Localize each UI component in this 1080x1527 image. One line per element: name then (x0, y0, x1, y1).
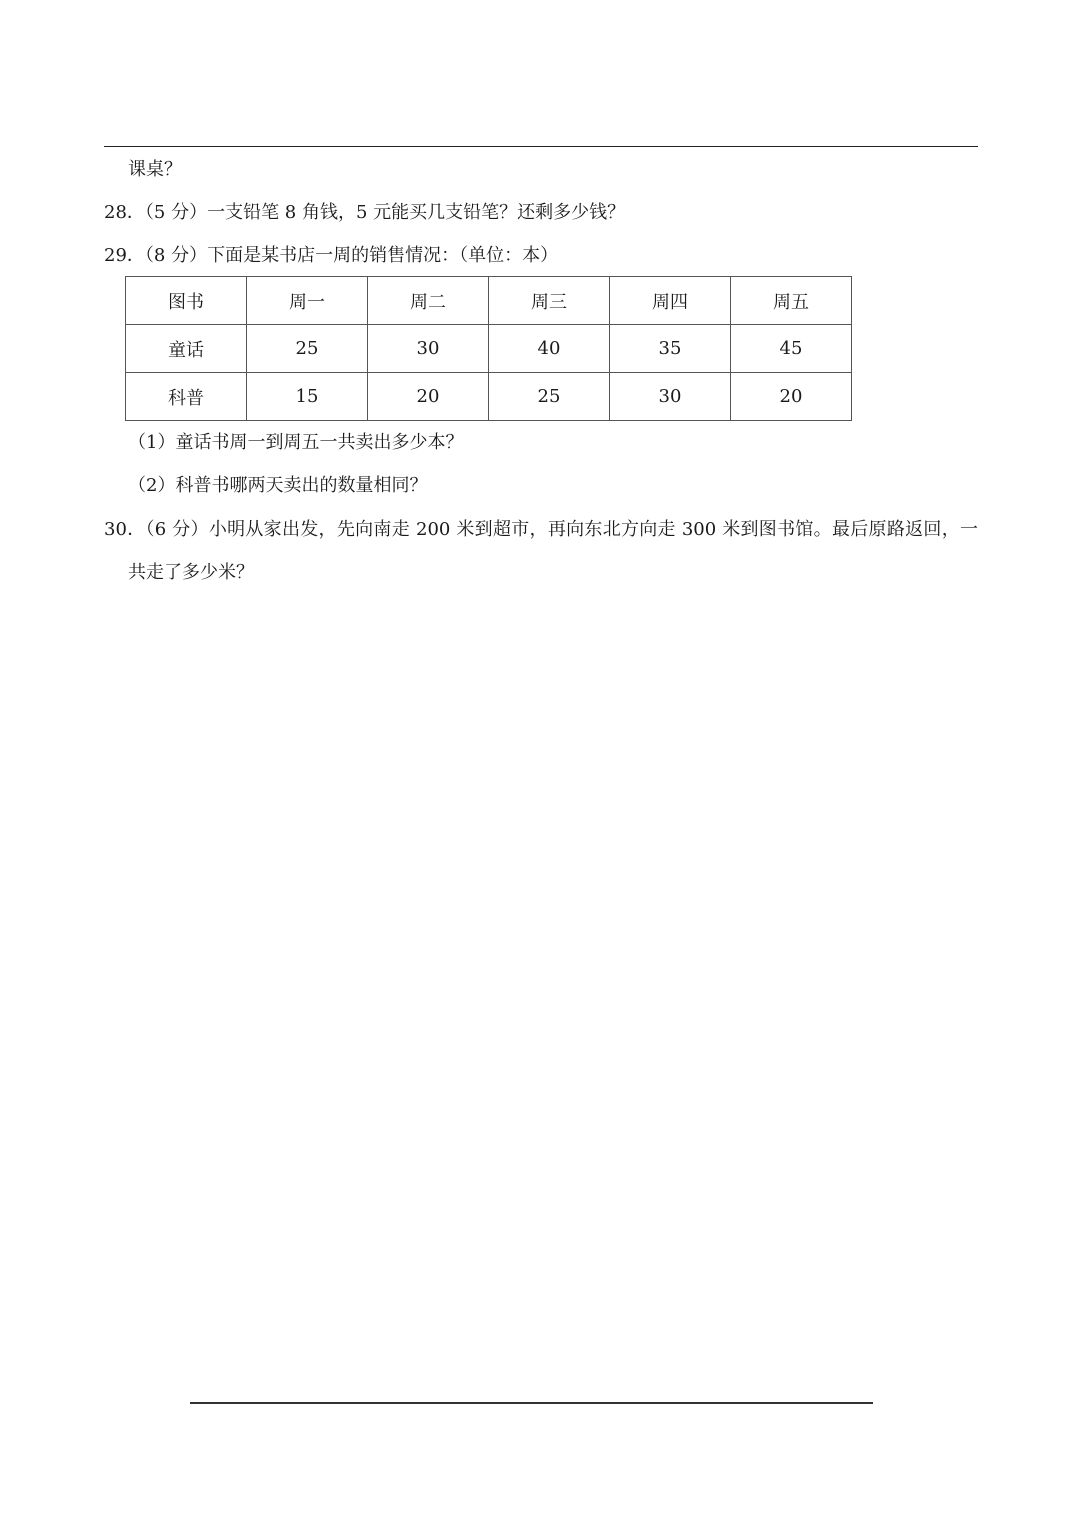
sales-table (125, 276, 852, 421)
question-29-sub-1: （1）童话书周一到周五一共卖出多少本？ (128, 432, 464, 453)
table-cell: 科普 (126, 373, 247, 421)
table-header-cell: 图书 (126, 277, 247, 325)
table-cell: 25 (489, 373, 610, 421)
table-row (126, 325, 852, 373)
table-cell: 20 (731, 373, 852, 421)
table-row (126, 373, 852, 421)
question-29: 29．（8 分）下面是某书店一周的销售情况：（单位：本） (104, 245, 559, 266)
question-30-line-1: 30．（6 分）小明从家出发，先向南走 200 米到超市，再向东北方向走 300 米到图书馆。最后原路返回，一 (104, 519, 978, 540)
table-cell: 30 (368, 325, 489, 373)
table-header-cell: 周二 (368, 277, 489, 325)
footer-rule (190, 1402, 873, 1404)
question-29-sub-2: （2）科普书哪两天卖出的数量相同？ (128, 475, 428, 496)
table-cell: 45 (731, 325, 852, 373)
table-cell: 童话 (126, 325, 247, 373)
table-header-cell: 周五 (731, 277, 852, 325)
table-cell: 30 (610, 373, 731, 421)
table-cell: 20 (368, 373, 489, 421)
table-header-cell: 周四 (610, 277, 731, 325)
table-cell: 40 (489, 325, 610, 373)
table-cell: 15 (247, 373, 368, 421)
table-header-cell: 周三 (489, 277, 610, 325)
question-28: 28．（5 分）一支铅笔 8 角钱，5 元能买几支铅笔？还剩多少钱？ (104, 202, 626, 223)
table-header-row (126, 277, 852, 325)
question-30-line-2: 共走了多少米？ (128, 562, 254, 583)
continuation-text: 课桌？ (128, 159, 182, 180)
table-header-cell: 周一 (247, 277, 368, 325)
header-rule (104, 146, 978, 147)
table-cell: 25 (247, 325, 368, 373)
table-cell: 35 (610, 325, 731, 373)
